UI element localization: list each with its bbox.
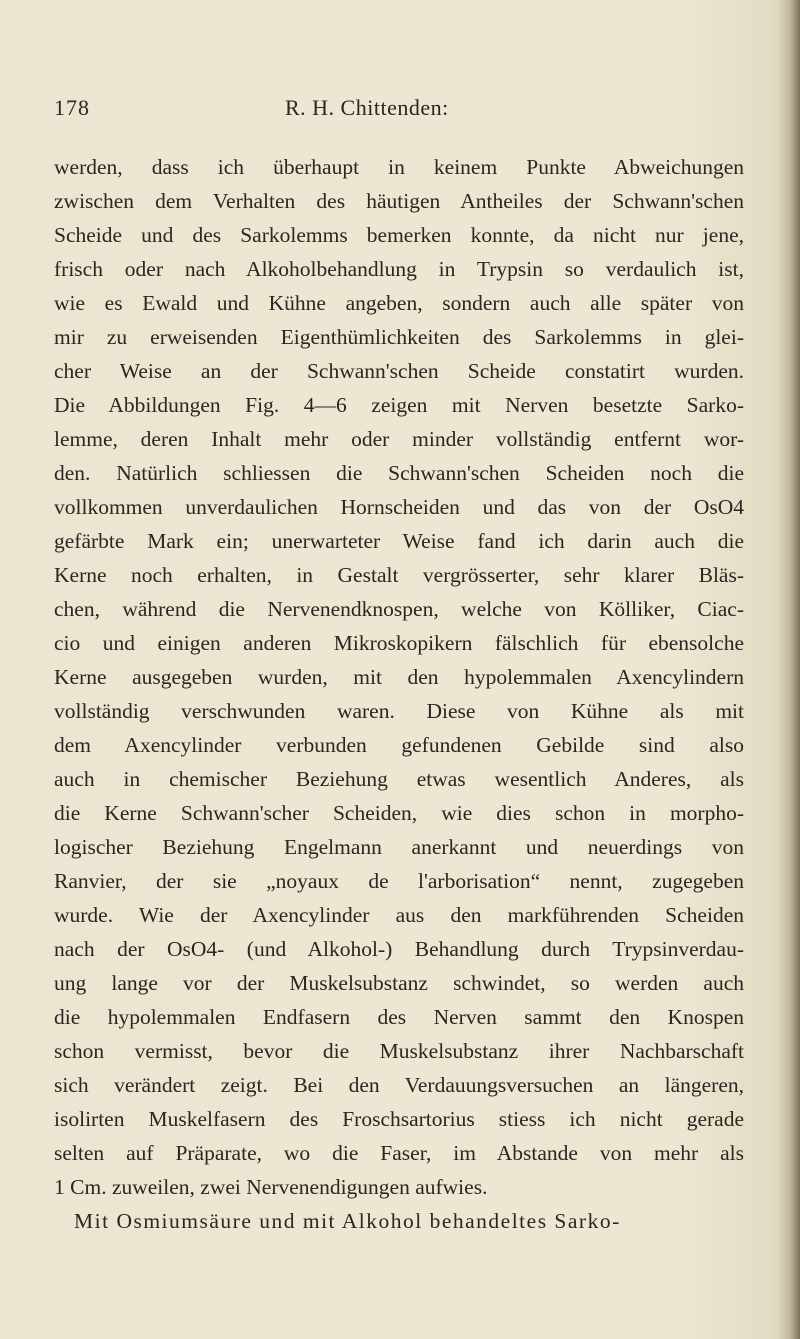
text-line: nach der OsO4- (und Alkohol-) Behandlung durch Trypsinverdau- <box>54 937 744 961</box>
text-line: zwischen dem Verhalten des häutigen Antheiles der Schwann'schen <box>54 189 744 213</box>
text-line: logischer Beziehung Engelmann anerkannt und neuerdings von <box>54 835 744 859</box>
text-line: die hypolemmalen Endfasern des Nerven sammt den Knospen <box>54 1005 744 1029</box>
running-head: R. H. Chittenden: <box>285 95 449 120</box>
text-line: lemme, deren Inhalt mehr oder minder vollständig entfernt wor- <box>54 427 744 451</box>
text-line: ung lange vor der Muskelsubstanz schwindet, so werden auch <box>54 971 744 995</box>
text-line: Kerne noch erhalten, in Gestalt vergrösserter, sehr klarer Bläs- <box>54 563 744 587</box>
text-line: gefärbte Mark ein; unerwarteter Weise fand ich darin auch die <box>54 529 744 553</box>
text-line: wie es Ewald und Kühne angeben, sondern auch alle später von <box>54 291 744 315</box>
text-line: wurde. Wie der Axencylinder aus den markführenden Scheiden <box>54 903 744 927</box>
page-edge-shadow <box>778 0 800 1339</box>
text-line: selten auf Präparate, wo die Faser, im Abstande von mehr als <box>54 1141 744 1165</box>
page-number: 178 <box>54 95 90 120</box>
text-line: frisch oder nach Alkoholbehandlung in Trypsin so verdaulich ist, <box>54 257 744 281</box>
text-line: vollständig verschwunden waren. Diese von Kühne als mit <box>54 699 744 723</box>
text-line: cio und einigen anderen Mikroskopikern fälschlich für ebensolche <box>54 631 744 655</box>
text-line: Die Abbildungen Fig. 4—6 zeigen mit Nerven besetzte Sarko- <box>54 393 744 417</box>
text-line: die Kerne Schwann'scher Scheiden, wie dies schon in morpho- <box>54 801 744 825</box>
text-line: dem Axencylinder verbunden gefundenen Gebilde sind also <box>54 733 744 757</box>
text-line: schon vermisst, bevor die Muskelsubstanz ihrer Nachbarschaft <box>54 1039 744 1063</box>
text-line: sich verändert zeigt. Bei den Verdauungsversuchen an längeren, <box>54 1073 744 1097</box>
text-line: cher Weise an der Schwann'schen Scheide constatirt wurden. <box>54 359 744 383</box>
text-line: Mit Osmiumsäure und mit Alkohol behandeltes Sarko- <box>74 1209 621 1233</box>
text-line: Kerne ausgegeben wurden, mit den hypolemmalen Axencylindern <box>54 665 744 689</box>
text-line: vollkommen unverdaulichen Hornscheiden und das von der OsO4 <box>54 495 744 519</box>
text-line: auch in chemischer Beziehung etwas wesentlich Anderes, als <box>54 767 744 791</box>
text-line: 1 Cm. zuweilen, zwei Nervenendigungen aufwies. <box>54 1175 488 1199</box>
page-header <box>54 95 754 125</box>
text-line: Ranvier, der sie „noyaux de l'arborisation“ nennt, zugegeben <box>54 869 744 893</box>
text-line: werden, dass ich überhaupt in keinem Punkte Abweichungen <box>54 155 744 179</box>
text-line: isolirten Muskelfasern des Froschsartorius stiess ich nicht gerade <box>54 1107 744 1131</box>
text-line: chen, während die Nervenendknospen, welche von Kölliker, Ciac- <box>54 597 744 621</box>
text-line: Scheide und des Sarkolemms bemerken konnte, da nicht nur jene, <box>54 223 744 247</box>
text-line: den. Natürlich schliessen die Schwann'schen Scheiden noch die <box>54 461 744 485</box>
text-line: mir zu erweisenden Eigenthümlichkeiten des Sarkolemms in glei- <box>54 325 744 349</box>
body-text <box>54 150 744 1238</box>
